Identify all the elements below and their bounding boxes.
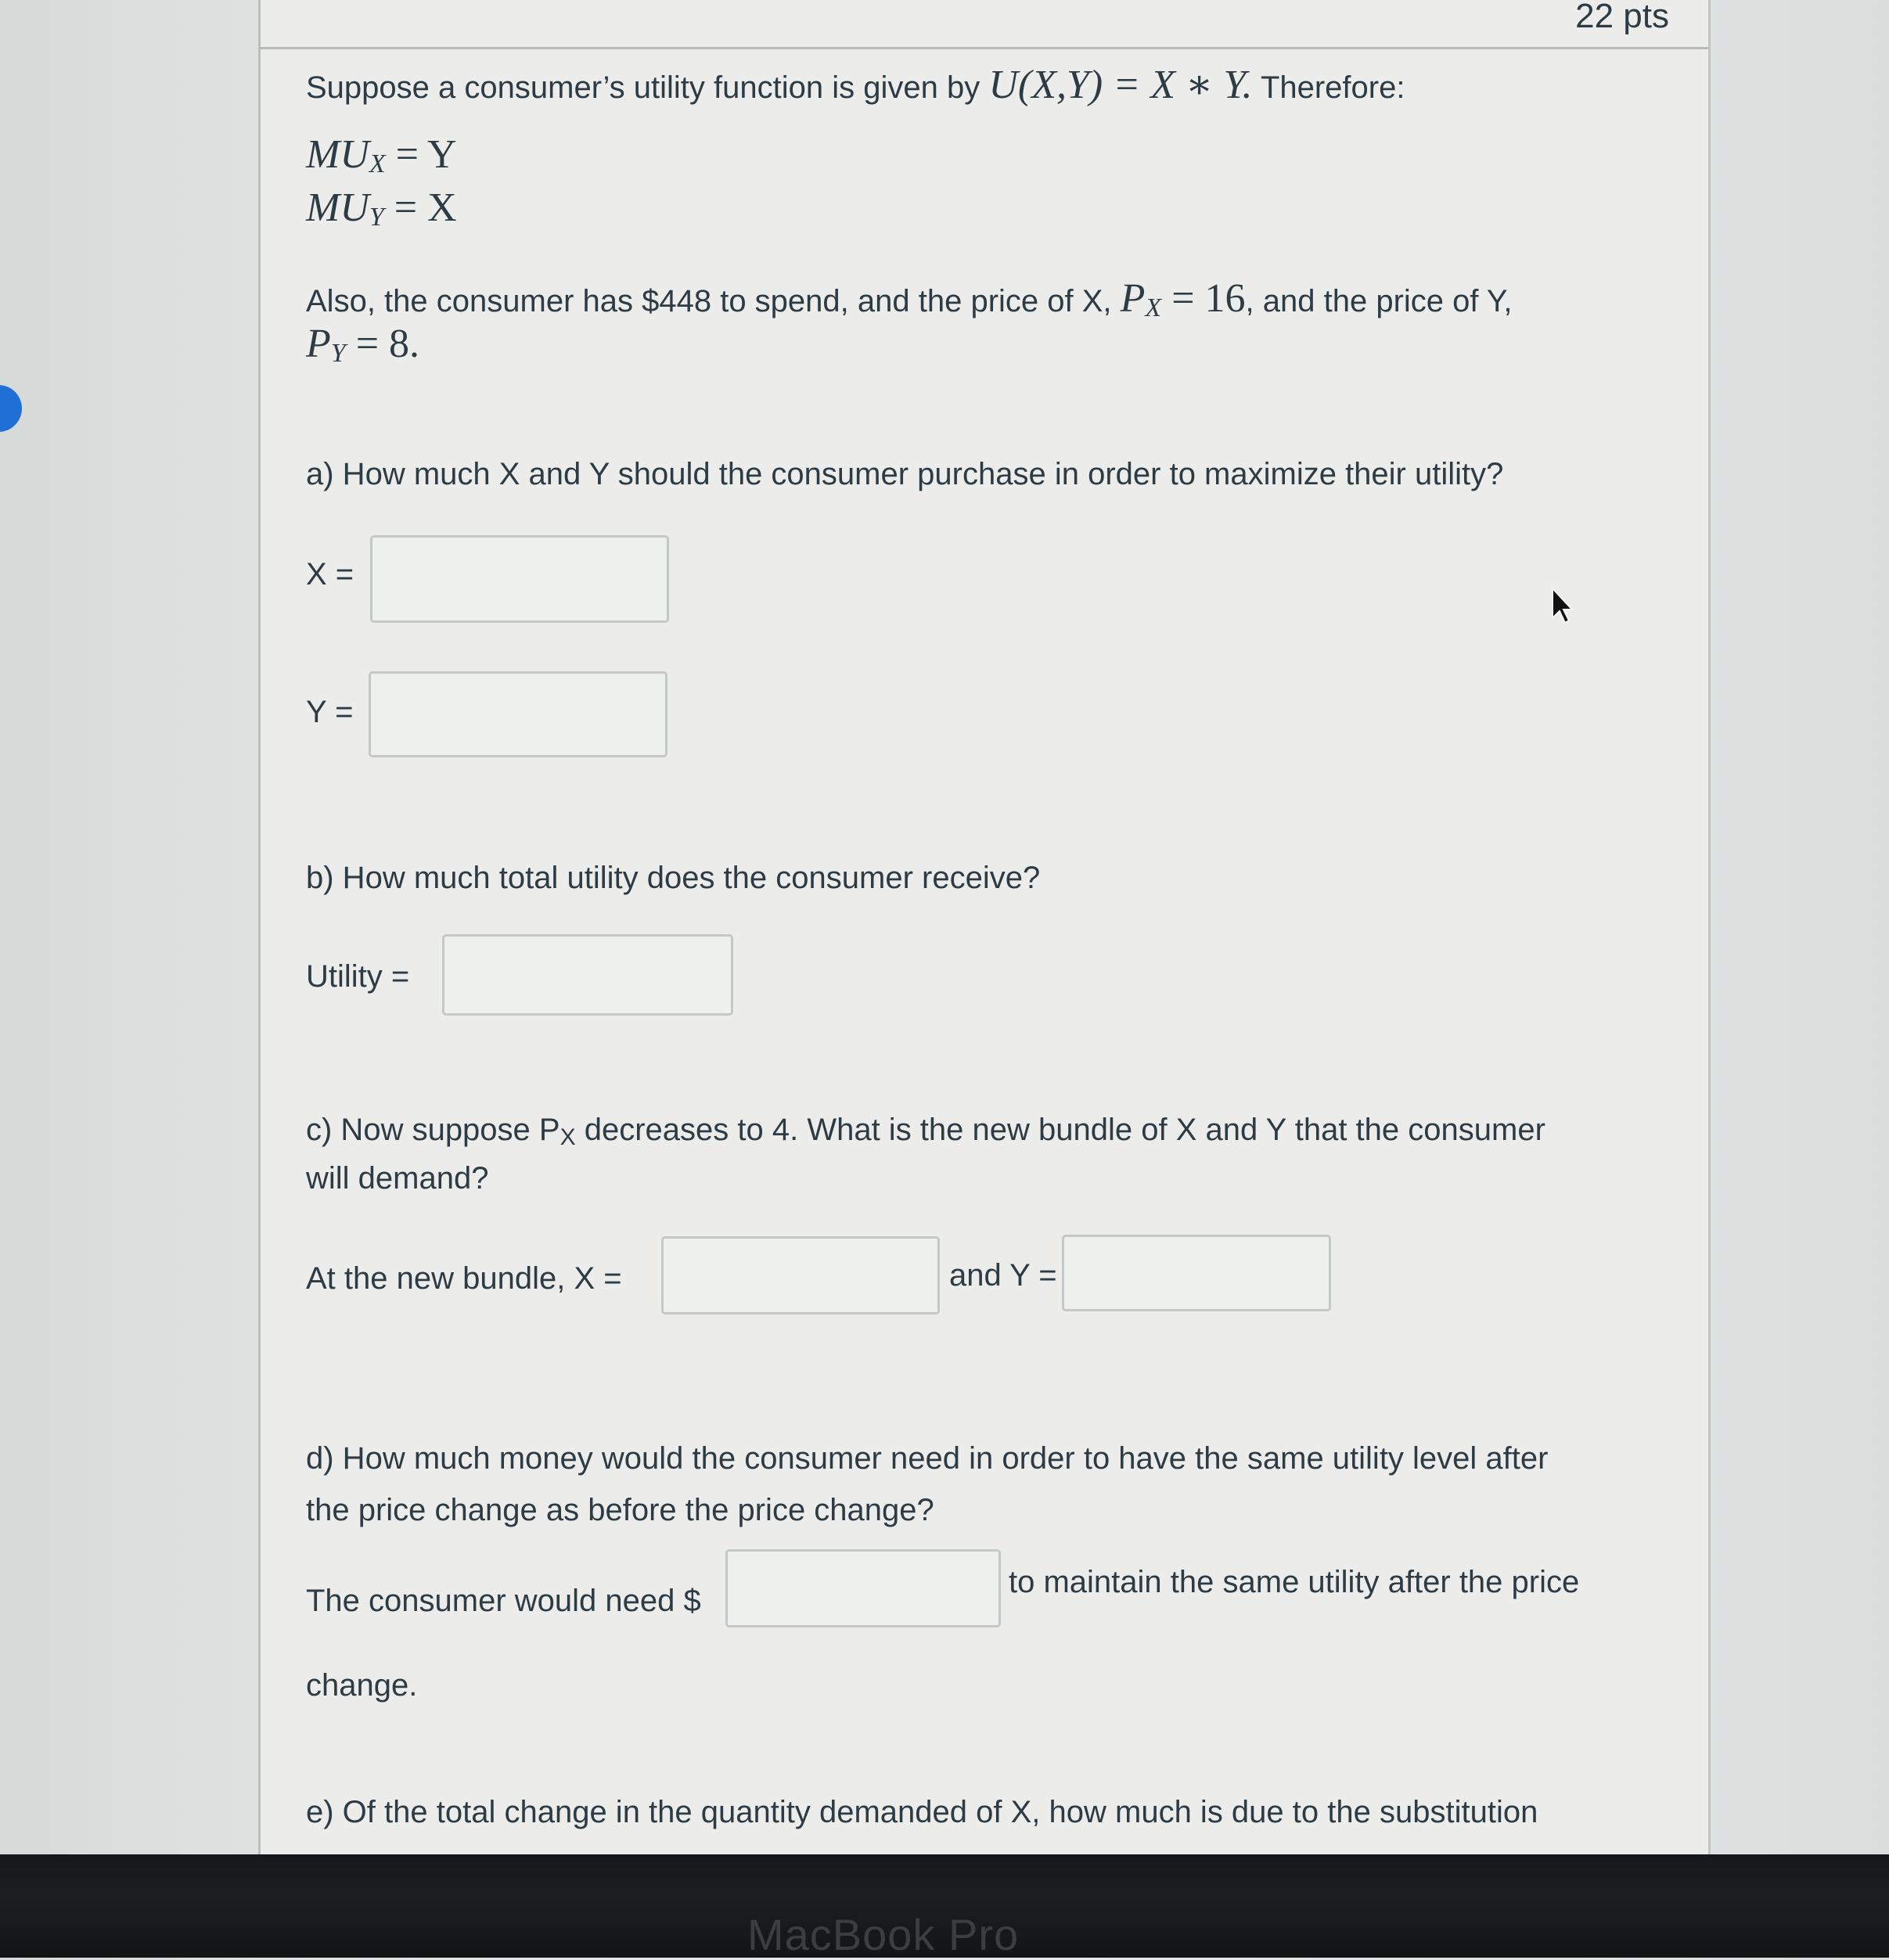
new-bundle-y-label: and Y = — [949, 1258, 1057, 1293]
money-needed-label: The consumer would need $ — [306, 1584, 701, 1618]
utility-formula: U(X,Y) = X ∗ Y. — [988, 63, 1253, 107]
mouse-pointer-icon — [1549, 587, 1573, 626]
part-a-x-label: X = — [306, 557, 354, 592]
part-c-prompt-line2: will demand? — [306, 1161, 489, 1196]
part-d-prompt-line2: the price change as before the price change? — [306, 1493, 934, 1527]
part-e-prompt: e) Of the total change in the quantity demanded of X, how much is due to the substitution — [306, 1795, 1538, 1829]
new-bundle-x-label: At the new bundle, X = — [306, 1261, 622, 1296]
part-a-y-input[interactable] — [369, 671, 667, 757]
part-c-prompt: c) Now suppose PX decreases to 4. What is the new bundle of X and Y that the consumer — [306, 1113, 1545, 1150]
mu-y-equation: $MU_Y = X$ — [306, 185, 457, 232]
part-d-prompt-line1: d) How much money would the consumer need in order to have the same utility level after — [306, 1441, 1549, 1476]
money-needed-end: change. — [306, 1668, 418, 1703]
mu-x-equation: $MU_X = Y$ — [306, 132, 457, 178]
part-b-prompt: b) How much total utility does the consumer receive? — [306, 861, 1041, 895]
money-needed-tail: to maintain the same utility after the price — [1009, 1565, 1580, 1599]
question-card — [258, 0, 1711, 1870]
px-expression: $P_X = 16$ — [1120, 276, 1246, 322]
points-label: 22 pts — [1575, 0, 1669, 35]
py-expression: $P_Y = 8$. — [306, 322, 420, 368]
header-divider — [261, 47, 1708, 49]
part-a-prompt: a) How much X and Y should the consumer purchase in order to maximize their utility? — [306, 457, 1504, 491]
intro-tail: Therefore: — [1252, 70, 1405, 105]
new-bundle-y-input[interactable] — [1062, 1235, 1331, 1311]
laptop-model-label: MacBook Pro — [747, 1910, 1020, 1959]
side-tab-indicator[interactable] — [0, 385, 22, 432]
budget-text: Also, the consumer has $448 to spend, and the price of X, $P_X = 16$, and the price of Y, — [306, 276, 1513, 322]
utility-input[interactable] — [442, 934, 733, 1016]
part-a-x-input[interactable] — [370, 535, 669, 623]
intro-lead: Suppose a consumer’s utility function is given by — [306, 70, 989, 105]
new-bundle-x-input[interactable] — [661, 1236, 940, 1314]
money-needed-input[interactable] — [725, 1549, 1001, 1627]
intro-text — [306, 61, 1405, 108]
part-a-y-label: Y = — [306, 695, 354, 729]
utility-label: Utility = — [306, 959, 410, 994]
